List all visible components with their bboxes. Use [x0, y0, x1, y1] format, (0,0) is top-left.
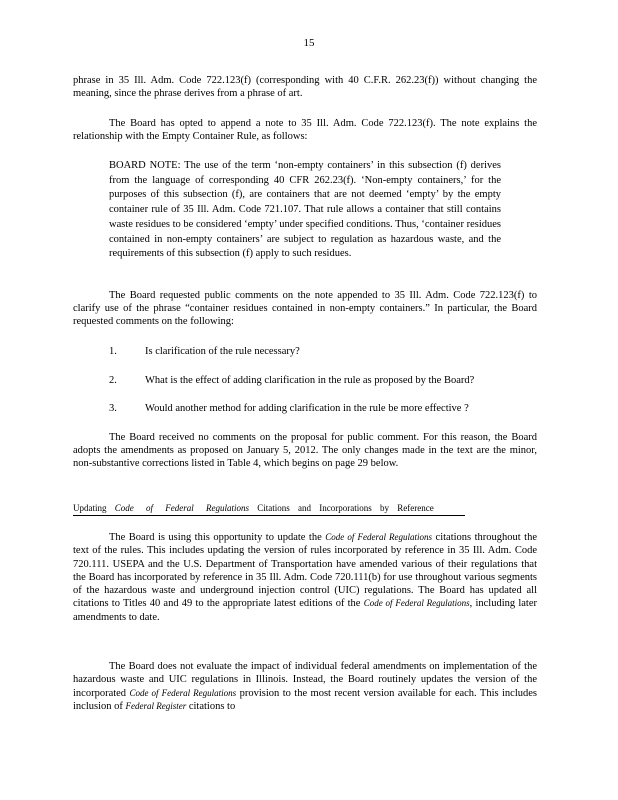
- list-item: [109, 402, 529, 415]
- heading-cfr: Code of Federal Regulations: [114, 503, 249, 513]
- paragraph-no-comments: The Board received no comments on the proposal for public comment. For this reason, the Board adopts the amendments as proposed on January 5, 2012. The only changes made in the text are the minor, non-substantive corrections listed in Table 4, which begins on page 29 below.: [73, 432, 537, 470]
- list-item-text: Is clarification of the rule necessary?: [145, 346, 300, 357]
- text: The Board does not evaluate the impact of individual federal amendments on implementation of the hazardous waste and UIC regulations in Illinois. Instead, the Board routinely updates the version of the incorporated: [73, 661, 537, 699]
- text: citations throughout the text of the rules. This includes updating the version of rules incorporated by reference in 35 Ill. Adm. Code 720.111. USEPA and the U.S. Department of Transportation have amended various of their regulations that the Board has incorporated by reference in 35 Ill. Adm. Code 720.111(b) for use throughout various segments of the hazardous waste and underground injection control (UIC) regulations. The Board has updated all citations to Titles 40 and 49 to the appropriate latest editions of the: [73, 532, 537, 610]
- list-item: [109, 345, 529, 358]
- paragraph-request-comments: The Board requested public comments on the note appended to 35 Ill. Adm. Code 722.123(f) to clarify use of the phrase “container residues contained in non-empty containers.” In particular, the Board requested comments on the following:: [73, 290, 537, 328]
- cfr-citation: Code of Federal Regulations: [363, 598, 470, 609]
- list-item-number: 1.: [109, 346, 117, 357]
- text: , including later amendments to date.: [73, 598, 537, 623]
- board-note: BOARD NOTE: The use of the term ‘non-empty containers’ in this subsection (f) derives from the language of corresponding 40 CFR 262.23(f). ‘Non-empty containers,’ for the purposes of this subsection (f), are containers that are not deemed ‘empty’ by the empty container rule of 35 Ill. Adm. Code 721.107. That rule allows a container that still contains waste residues to be considered ‘empty’ under specified conditions. Thus, ‘container residues contained in non-empty containers’ are subject to regulation as hazardous waste, and the requirements of this subsection (f) apply to such residues.: [109, 160, 501, 260]
- list-item-number: 2.: [109, 375, 117, 386]
- paragraph-phrase-of-art: phrase in 35 Ill. Adm. Code 722.123(f) (corresponding with 40 C.F.R. 262.23(f)) without changing the meaning, since the phrase derives from a phrase of art.: [73, 75, 537, 100]
- cfr-citation: Code of Federal Regulations: [129, 687, 237, 698]
- heading-updating: Updating: [73, 503, 107, 513]
- cfr-citation: Code of Federal Regulations: [325, 532, 433, 542]
- text: provision to the most recent version available for each. This includes inclusion of: [73, 687, 538, 712]
- federal-register-citation: Federal Register: [125, 700, 187, 711]
- list-item-text: What is the effect of adding clarification in the rule as proposed by the Board?: [145, 375, 475, 386]
- paragraph-update-cfr: [73, 531, 537, 624]
- list-item-text: Would another method for adding clarification in the rule be more effective ?: [145, 403, 469, 414]
- text: The Board is using this opportunity to update the: [109, 532, 322, 543]
- list-item-number: 3.: [109, 403, 117, 414]
- paragraph-does-not-evaluate: [73, 660, 537, 713]
- paragraph-append-note: The Board has opted to append a note to 35 Ill. Adm. Code 722.123(f). The note explains the relationship with the Empty Container Rule, as follows:: [73, 118, 537, 143]
- text: citations to: [188, 700, 236, 712]
- heading-rest: Citations and Incorporations by Reference: [257, 503, 434, 513]
- section-heading: [73, 503, 465, 516]
- page-number: 15: [303, 37, 315, 49]
- list-item: [109, 374, 529, 387]
